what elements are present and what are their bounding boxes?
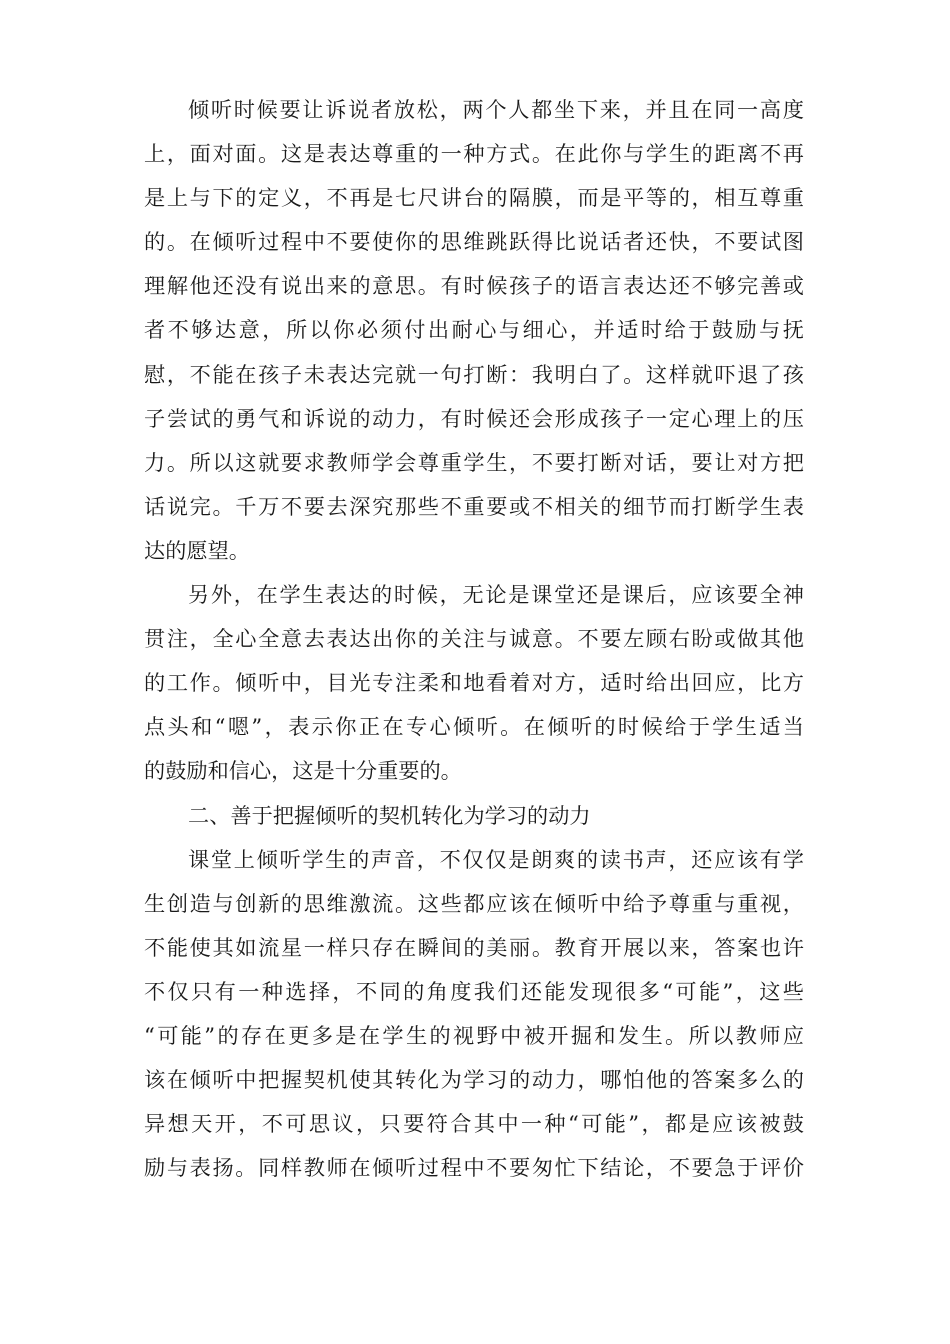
text-line: 另外，在学生表达的时候，无论是课堂还是课后，应该要全神 [188,582,804,608]
text-line: 达的愿望。 [144,537,250,563]
text-line: 不能使其如流星一样只存在瞬间的美丽。教育开展以来，答案也许 [144,934,804,960]
text-line: 倾听时候要让诉说者放松，两个人都坐下来，并且在同一高度 [188,97,804,122]
section-heading [144,794,804,838]
text-line: 的。在倾听过程中不要使你的思维跳跃得比说话者还快，不要试图 [144,229,804,255]
text-line: 点头和“嗯”，表示你正在专心倾听。在倾听的时候给于学生适当 [144,714,804,740]
paragraph-attention [144,573,804,793]
text-line: 励与表扬。同样教师在倾听过程中不要匆忙下结论，不要急于评价 [144,1155,804,1181]
text-line: 者不够达意，所以你必须付出耐心与细心，并适时给于鼓励与抚 [144,317,804,343]
text-line: 异想天开，不可思议，只要符合其中一种“可能”，都是应该被鼓 [144,1111,804,1137]
document-body [144,88,804,1190]
text-line: “可能”的存在更多是在学生的视野中被开掘和发生。所以教师应 [144,1022,804,1048]
text-line: 力。所以这就要求教师学会尊重学生，不要打断对话，要让对方把 [144,449,804,475]
text-line: 生创造与创新的思维激流。这些都应该在倾听中给予尊重与重视， [144,890,804,916]
paragraph-listening-respect [144,88,804,573]
text-line: 话说完。千万不要去深究那些不重要或不相关的细节而打断学生表 [144,493,804,519]
paragraph-classroom-voices [144,838,804,1191]
text-line: 的鼓励和信心，这是十分重要的。 [144,758,462,784]
text-line: 不仅只有一种选择，不同的角度我们还能发现很多“可能”，这些 [144,978,804,1004]
text-line: 慰，不能在孩子未表达完就一句打断：我明白了。这样就吓退了孩 [144,361,804,387]
text-line: 理解他还没有说出来的意思。有时候孩子的语言表达还不够完善或 [144,273,804,299]
text-line: 该在倾听中把握契机使其转化为学习的动力，哪怕他的答案多么的 [144,1067,804,1093]
text-line: 贯注，全心全意去表达出你的关注与诚意。不要左顾右盼或做其他 [144,626,804,652]
section-heading-text: 二、善于把握倾听的契机转化为学习的动力 [188,802,591,828]
text-line: 子尝试的勇气和诉说的动力，有时候还会形成孩子一定心理上的压 [144,405,804,431]
text-line: 课堂上倾听学生的声音，不仅仅是朗爽的读书声，还应该有学 [188,846,804,872]
text-line: 是上与下的定义，不再是七尺讲台的隔膜，而是平等的，相互尊重 [144,185,804,211]
text-line: 上，面对面。这是表达尊重的一种方式。在此你与学生的距离不再 [144,141,804,167]
text-line: 的工作。倾听中，目光专注柔和地看着对方，适时给出回应，比方 [144,670,804,696]
